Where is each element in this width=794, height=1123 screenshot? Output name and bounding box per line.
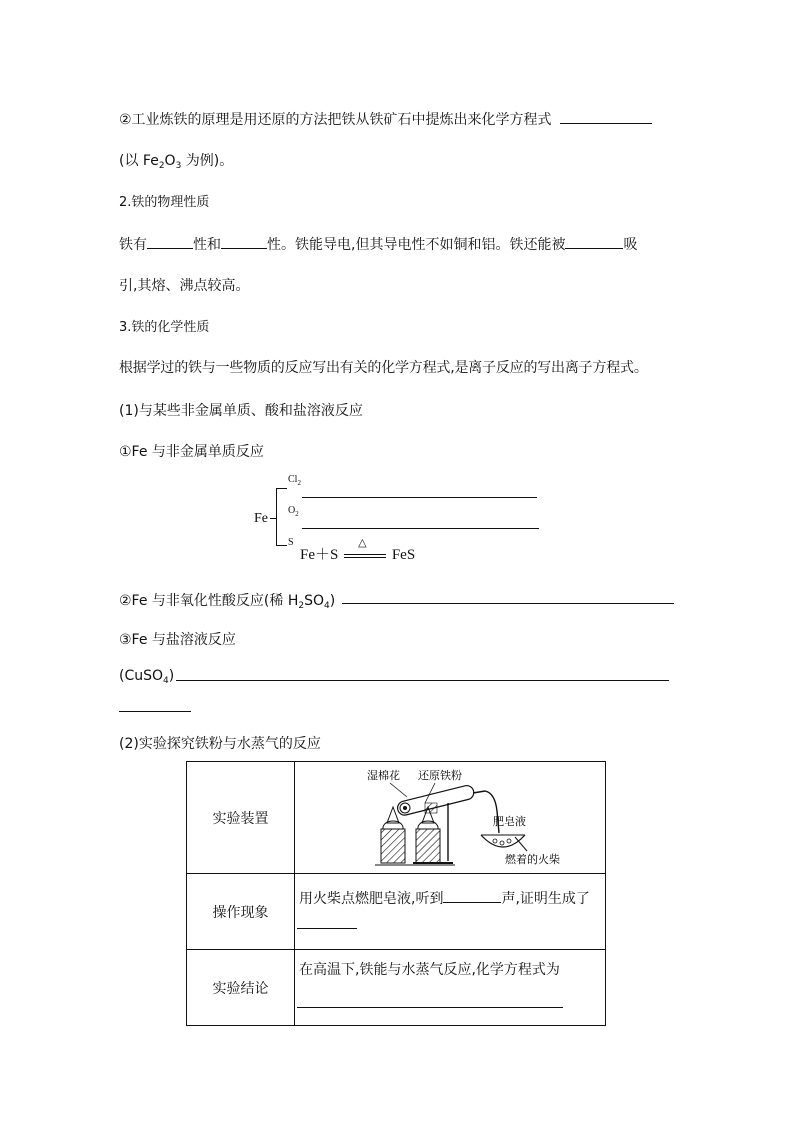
answer-line — [342, 603, 674, 604]
answer-line — [297, 928, 357, 929]
bracket — [276, 488, 287, 546]
answer-blank — [221, 233, 267, 249]
subsection-2-title: (2)实验探究铁粉与水蒸气的反应 — [119, 736, 321, 752]
label-soap-solution: 肥皂液 — [493, 815, 526, 828]
fe-label: Fe — [254, 511, 268, 526]
label-burning-match: 燃着的火柴 — [505, 853, 560, 866]
answer-blank — [147, 233, 193, 249]
answer-line — [297, 1007, 563, 1008]
physical-properties-line: 铁有 性和 性。铁能导电,但其导电性不如铜和铝。铁还能被 吸 — [119, 233, 637, 254]
question-text: ②工业炼铁的原理是用还原的方法把铁从铁矿石中提炼出来化学方程式 — [119, 112, 552, 128]
physical-properties-cont: 引,其熔、沸点较高。 — [119, 278, 250, 294]
example-note: (以 $Fe_2O_3$ 为例)。 — [119, 153, 234, 171]
answer-line — [302, 497, 537, 498]
instructions: 根据学过的铁与一些物质的反应写出有关的化学方程式,是离子反应的写出离子方程式。 — [119, 360, 648, 376]
answer-blank — [560, 108, 652, 124]
observation-cell: 用火柴点燃肥皂液,听到 声,证明生成了 — [295, 874, 606, 950]
section-title-chemical: 3.铁的化学性质 — [119, 320, 210, 335]
question-line-1 — [119, 108, 652, 129]
equals-with-condition — [342, 536, 388, 564]
section-title-physical: 2.铁的物理性质 — [119, 195, 210, 210]
s-label: S — [288, 537, 294, 548]
label-wet-cotton: 湿棉花 — [367, 769, 400, 782]
item-3-title: ③Fe 与盐溶液反应 — [119, 632, 236, 648]
row-header: 操作现象 — [187, 874, 295, 950]
heat-symbol: △ — [358, 536, 367, 549]
bracket-link — [270, 518, 276, 519]
o2-label: $O_2$ — [288, 505, 299, 518]
equation-fe-s: Fe＋S △ FeS — [300, 536, 416, 563]
row-header: 实验装置 — [187, 762, 295, 874]
cuso4-label: (CuSO$_4$) — [119, 668, 175, 686]
burner-left — [381, 807, 405, 863]
experiment-table — [186, 761, 606, 1026]
answer-blank — [565, 233, 623, 249]
item-1-title: ①Fe 与非金属单质反应 — [119, 444, 264, 460]
answer-line — [176, 680, 669, 681]
cl2-label: $Cl_2$ — [288, 474, 301, 487]
table-row — [187, 762, 606, 874]
table-row — [187, 874, 606, 950]
answer-blank — [443, 887, 501, 903]
answer-line — [119, 711, 191, 712]
item-2-title: ②Fe 与非氧化性酸反应(稀 $H_2SO_4$) — [119, 593, 336, 611]
answer-line — [302, 528, 539, 529]
subsection-1-title: (1)与某些非金属单质、酸和盐溶液反应 — [119, 403, 363, 419]
apparatus-diagram — [295, 763, 605, 873]
burner-right — [416, 807, 440, 863]
table-row — [187, 950, 606, 1026]
apparatus-cell — [295, 762, 606, 874]
conclusion-cell: 在高温下,铁能与水蒸气反应,化学方程式为 — [295, 950, 606, 1026]
label-iron-powder: 还原铁粉 — [418, 769, 462, 782]
row-header: 实验结论 — [187, 950, 295, 1026]
